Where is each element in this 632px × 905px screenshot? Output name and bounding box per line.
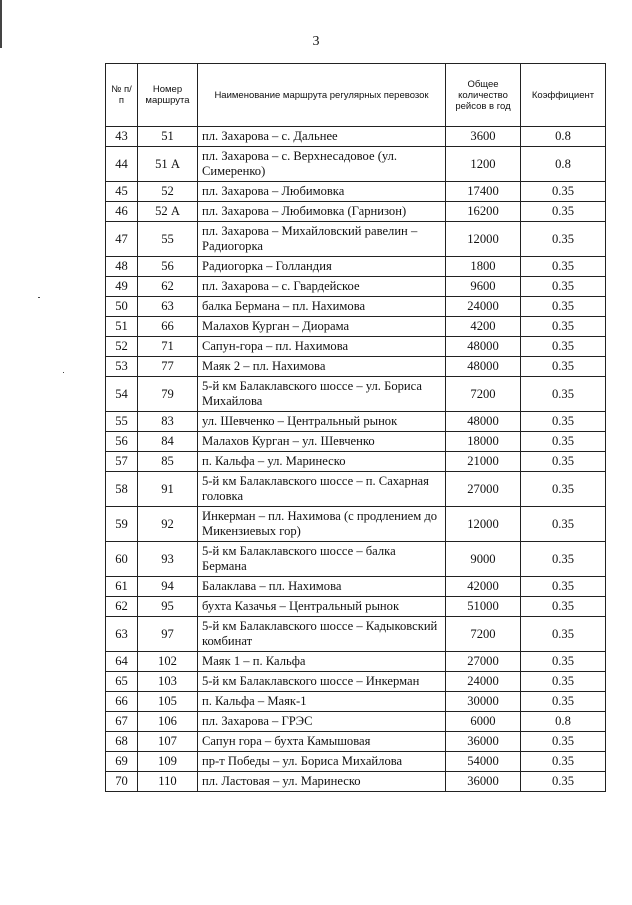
- cell-route: 79: [138, 377, 198, 412]
- scan-dot: [38, 297, 40, 298]
- table-row: [106, 617, 606, 652]
- cell-name: Радиогорка – Голландия: [198, 257, 446, 277]
- cell-name: пл. Захарова – Михайловский равелин – Радиогорка: [198, 222, 446, 257]
- table-row: [106, 577, 606, 597]
- cell-trips: 12000: [446, 222, 521, 257]
- cell-name: пл. Захарова – с. Гвардейское: [198, 277, 446, 297]
- cell-name: Сапун гора – бухта Камышовая: [198, 732, 446, 752]
- table-row: [106, 597, 606, 617]
- cell-name: Малахов Курган – Диорама: [198, 317, 446, 337]
- cell-coef: 0.35: [521, 412, 606, 432]
- cell-route: 94: [138, 577, 198, 597]
- cell-coef: 0.35: [521, 277, 606, 297]
- cell-route: 52 А: [138, 202, 198, 222]
- cell-trips: 1200: [446, 147, 521, 182]
- cell-trips: 21000: [446, 452, 521, 472]
- page-number: 3: [312, 34, 320, 49]
- cell-coef: 0.35: [521, 507, 606, 542]
- cell-coef: 0.35: [521, 337, 606, 357]
- cell-coef: 0.35: [521, 542, 606, 577]
- cell-num: 47: [106, 222, 138, 257]
- table-row: [106, 222, 606, 257]
- cell-num: 65: [106, 672, 138, 692]
- table-row: [106, 432, 606, 452]
- cell-coef: 0.8: [521, 127, 606, 147]
- cell-name: бухта Казачья – Центральный рынок: [198, 597, 446, 617]
- cell-num: 58: [106, 472, 138, 507]
- cell-num: 52: [106, 337, 138, 357]
- cell-name: 5-й км Балаклавского шоссе – п. Сахарная головка: [198, 472, 446, 507]
- cell-route: 51 А: [138, 147, 198, 182]
- cell-coef: 0.35: [521, 577, 606, 597]
- cell-route: 106: [138, 712, 198, 732]
- cell-name: пл. Захарова – Любимовка (Гарнизон): [198, 202, 446, 222]
- cell-num: 43: [106, 127, 138, 147]
- cell-route: 66: [138, 317, 198, 337]
- cell-trips: 4200: [446, 317, 521, 337]
- cell-coef: 0.35: [521, 472, 606, 507]
- cell-num: 45: [106, 182, 138, 202]
- cell-trips: 51000: [446, 597, 521, 617]
- table-header-row: [106, 64, 606, 127]
- cell-route: 83: [138, 412, 198, 432]
- cell-coef: 0.35: [521, 732, 606, 752]
- cell-route: 103: [138, 672, 198, 692]
- table-row: [106, 182, 606, 202]
- cell-route: 63: [138, 297, 198, 317]
- scan-dot: [63, 372, 64, 373]
- routes-table: [105, 63, 606, 792]
- cell-coef: 0.35: [521, 357, 606, 377]
- cell-route: 109: [138, 752, 198, 772]
- cell-route: 85: [138, 452, 198, 472]
- cell-trips: 7200: [446, 377, 521, 412]
- table-row: [106, 507, 606, 542]
- cell-coef: 0.35: [521, 377, 606, 412]
- cell-num: 70: [106, 772, 138, 792]
- cell-num: 50: [106, 297, 138, 317]
- cell-trips: 48000: [446, 412, 521, 432]
- cell-name: пл. Захарова – Любимовка: [198, 182, 446, 202]
- cell-num: 69: [106, 752, 138, 772]
- cell-route: 84: [138, 432, 198, 452]
- cell-name: Сапун-гора – пл. Нахимова: [198, 337, 446, 357]
- cell-name: пл. Захарова – ГРЭС: [198, 712, 446, 732]
- header-total-trips: Общее количество рейсов в год: [446, 64, 521, 127]
- cell-route: 110: [138, 772, 198, 792]
- cell-num: 62: [106, 597, 138, 617]
- table-row: [106, 377, 606, 412]
- table-row: [106, 772, 606, 792]
- cell-trips: 24000: [446, 672, 521, 692]
- cell-name: 5-й км Балаклавского шоссе – Кадыковский комбинат: [198, 617, 446, 652]
- cell-name: пр-т Победы – ул. Бориса Михайлова: [198, 752, 446, 772]
- cell-num: 46: [106, 202, 138, 222]
- table-row: [106, 412, 606, 432]
- cell-route: 62: [138, 277, 198, 297]
- table-row: [106, 692, 606, 712]
- cell-coef: 0.35: [521, 202, 606, 222]
- cell-trips: 30000: [446, 692, 521, 712]
- cell-route: 77: [138, 357, 198, 377]
- table-row: [106, 672, 606, 692]
- cell-name: балка Бермана – пл. Нахимова: [198, 297, 446, 317]
- header-route-number: Номер маршрута: [138, 64, 198, 127]
- cell-coef: 0.35: [521, 652, 606, 672]
- cell-trips: 9000: [446, 542, 521, 577]
- cell-route: 92: [138, 507, 198, 542]
- header-route-name: Наименование маршрута регулярных перевозок: [198, 64, 446, 127]
- table-row: [106, 127, 606, 147]
- cell-route: 52: [138, 182, 198, 202]
- cell-trips: 48000: [446, 337, 521, 357]
- cell-route: 55: [138, 222, 198, 257]
- cell-num: 61: [106, 577, 138, 597]
- table-row: [106, 732, 606, 752]
- cell-coef: 0.35: [521, 752, 606, 772]
- cell-num: 57: [106, 452, 138, 472]
- cell-trips: 7200: [446, 617, 521, 652]
- cell-name: Балаклава – пл. Нахимова: [198, 577, 446, 597]
- cell-route: 95: [138, 597, 198, 617]
- cell-trips: 16200: [446, 202, 521, 222]
- table-row: [106, 542, 606, 577]
- cell-num: 51: [106, 317, 138, 337]
- cell-route: 56: [138, 257, 198, 277]
- cell-trips: 12000: [446, 507, 521, 542]
- cell-name: Маяк 2 – пл. Нахимова: [198, 357, 446, 377]
- cell-trips: 1800: [446, 257, 521, 277]
- cell-trips: 3600: [446, 127, 521, 147]
- cell-num: 53: [106, 357, 138, 377]
- cell-num: 67: [106, 712, 138, 732]
- cell-name: Маяк 1 – п. Кальфа: [198, 652, 446, 672]
- cell-route: 102: [138, 652, 198, 672]
- cell-name: 5-й км Балаклавского шоссе – ул. Бориса Михайлова: [198, 377, 446, 412]
- cell-trips: 36000: [446, 772, 521, 792]
- cell-route: 93: [138, 542, 198, 577]
- cell-name: Малахов Курган – ул. Шевченко: [198, 432, 446, 452]
- cell-name: 5-й км Балаклавского шоссе – балка Бермана: [198, 542, 446, 577]
- cell-coef: 0.35: [521, 672, 606, 692]
- cell-route: 71: [138, 337, 198, 357]
- cell-trips: 18000: [446, 432, 521, 452]
- cell-name: пл. Ластовая – ул. Маринеско: [198, 772, 446, 792]
- cell-coef: 0.35: [521, 182, 606, 202]
- scan-edge-mark: [0, 0, 2, 48]
- header-num: № п/п: [106, 64, 138, 127]
- cell-name: п. Кальфа – ул. Маринеско: [198, 452, 446, 472]
- cell-coef: 0.35: [521, 297, 606, 317]
- cell-trips: 24000: [446, 297, 521, 317]
- table-row: [106, 452, 606, 472]
- cell-name: пл. Захарова – с. Дальнее: [198, 127, 446, 147]
- cell-route: 51: [138, 127, 198, 147]
- cell-num: 60: [106, 542, 138, 577]
- table-row: [106, 317, 606, 337]
- cell-coef: 0.35: [521, 617, 606, 652]
- cell-trips: 27000: [446, 472, 521, 507]
- cell-num: 56: [106, 432, 138, 452]
- cell-coef: 0.35: [521, 432, 606, 452]
- cell-trips: 27000: [446, 652, 521, 672]
- cell-name: 5-й км Балаклавского шоссе – Инкерман: [198, 672, 446, 692]
- cell-name: пл. Захарова – с. Верхнесадовое (ул. Симеренко): [198, 147, 446, 182]
- table-row: [106, 202, 606, 222]
- cell-num: 44: [106, 147, 138, 182]
- cell-coef: 0.35: [521, 317, 606, 337]
- cell-coef: 0.35: [521, 597, 606, 617]
- cell-trips: 9600: [446, 277, 521, 297]
- table-row: [106, 147, 606, 182]
- cell-name: п. Кальфа – Маяк-1: [198, 692, 446, 712]
- table-row: [106, 752, 606, 772]
- cell-num: 64: [106, 652, 138, 672]
- table-row: [106, 297, 606, 317]
- cell-trips: 36000: [446, 732, 521, 752]
- cell-num: 63: [106, 617, 138, 652]
- cell-trips: 17400: [446, 182, 521, 202]
- table-row: [106, 337, 606, 357]
- cell-coef: 0.35: [521, 257, 606, 277]
- cell-route: 105: [138, 692, 198, 712]
- header-coefficient: Коэффициент: [521, 64, 606, 127]
- cell-num: 68: [106, 732, 138, 752]
- table-row: [106, 357, 606, 377]
- table-row: [106, 472, 606, 507]
- cell-coef: 0.8: [521, 147, 606, 182]
- cell-name: Инкерман – пл. Нахимова (с продлением до Микензиевых гор): [198, 507, 446, 542]
- cell-trips: 48000: [446, 357, 521, 377]
- cell-coef: 0.35: [521, 772, 606, 792]
- table-row: [106, 257, 606, 277]
- cell-coef: 0.35: [521, 222, 606, 257]
- cell-route: 91: [138, 472, 198, 507]
- cell-num: 54: [106, 377, 138, 412]
- table-row: [106, 712, 606, 732]
- cell-num: 48: [106, 257, 138, 277]
- cell-num: 49: [106, 277, 138, 297]
- cell-route: 97: [138, 617, 198, 652]
- cell-trips: 54000: [446, 752, 521, 772]
- cell-coef: 0.35: [521, 692, 606, 712]
- table-row: [106, 277, 606, 297]
- cell-trips: 42000: [446, 577, 521, 597]
- cell-num: 66: [106, 692, 138, 712]
- cell-route: 107: [138, 732, 198, 752]
- cell-coef: 0.35: [521, 452, 606, 472]
- cell-trips: 6000: [446, 712, 521, 732]
- cell-coef: 0.8: [521, 712, 606, 732]
- table-row: [106, 652, 606, 672]
- cell-name: ул. Шевченко – Центральный рынок: [198, 412, 446, 432]
- cell-num: 55: [106, 412, 138, 432]
- cell-num: 59: [106, 507, 138, 542]
